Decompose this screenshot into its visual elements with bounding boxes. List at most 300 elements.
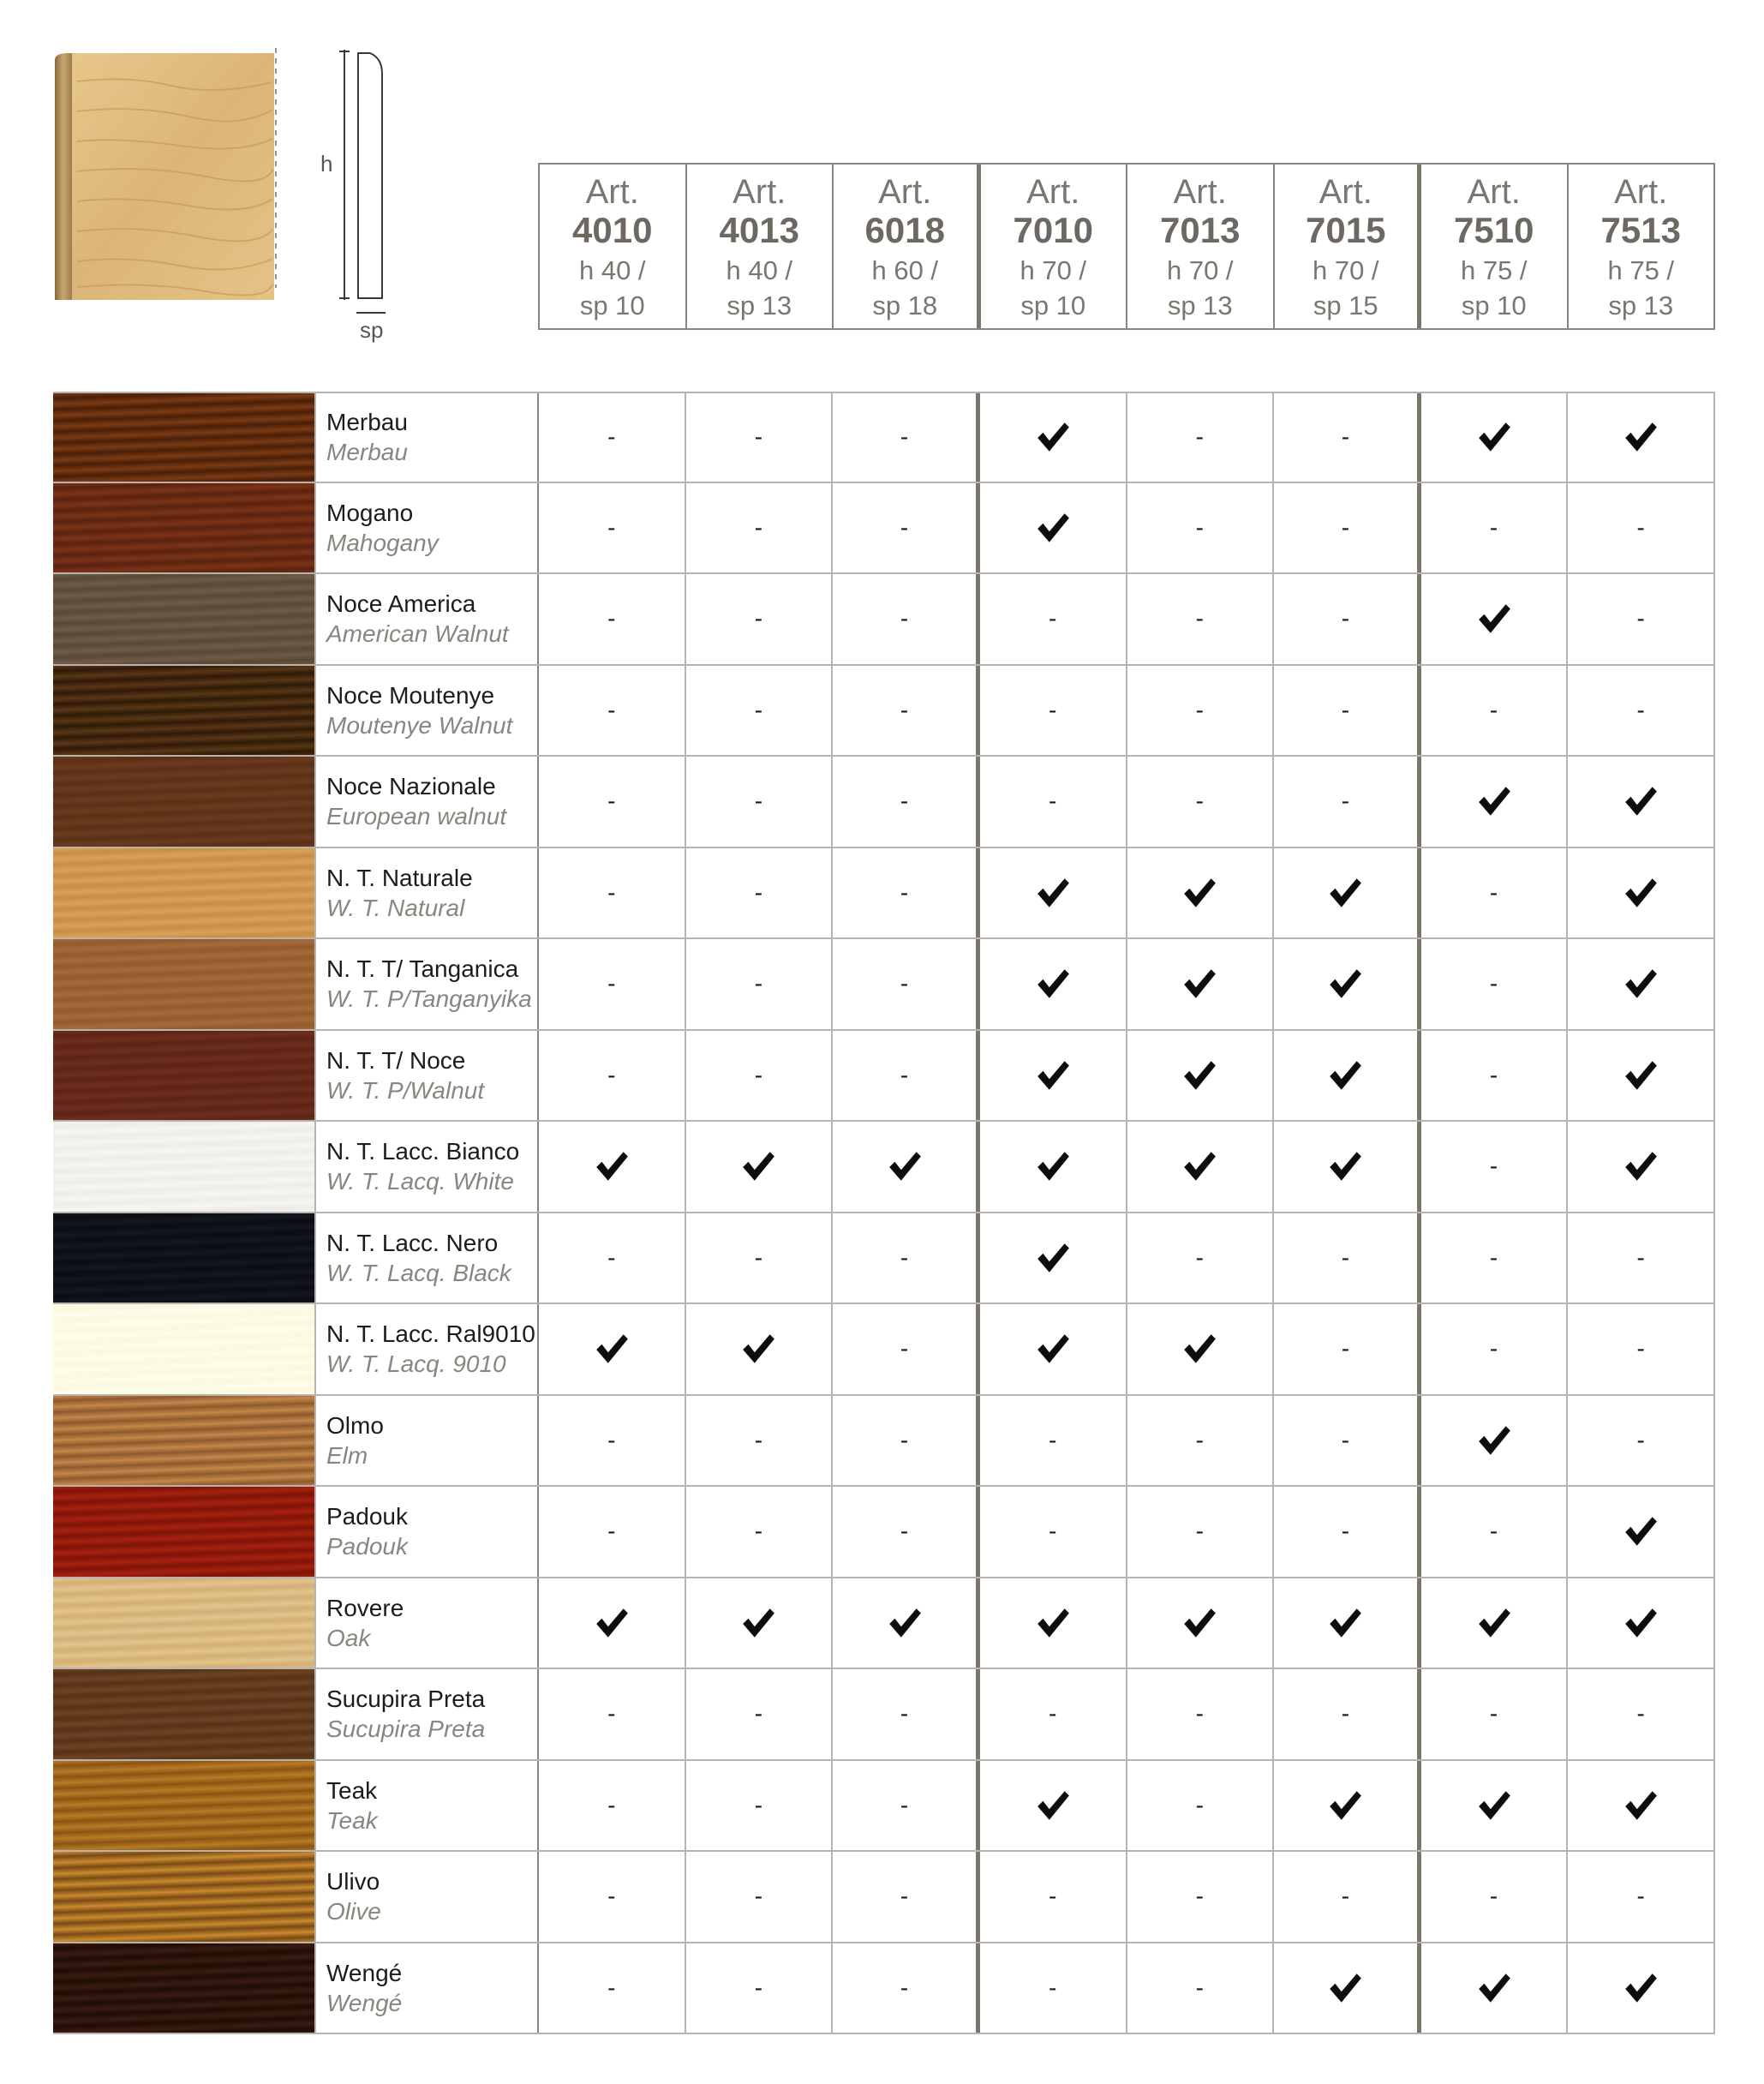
unavailable-dash: - bbox=[1049, 1883, 1057, 1910]
availability-cell bbox=[1568, 574, 1715, 664]
unavailable-dash: - bbox=[1195, 1518, 1204, 1545]
unavailable-dash: - bbox=[607, 1518, 616, 1545]
unavailable-dash: - bbox=[607, 1426, 616, 1453]
availability-cell bbox=[1127, 1943, 1275, 2033]
unavailable-dash: - bbox=[754, 513, 763, 541]
availability-cell bbox=[1568, 1304, 1715, 1394]
availability-cell bbox=[1568, 1943, 1715, 2033]
unavailable-dash: - bbox=[754, 696, 763, 723]
checkmark-icon bbox=[1476, 1605, 1512, 1641]
wood-swatch bbox=[53, 1943, 316, 2033]
checkmark-icon bbox=[1327, 1970, 1363, 2006]
article-h-label: h 40 / bbox=[726, 255, 793, 285]
availability-cell bbox=[686, 1669, 834, 1759]
skirting-board-illustration bbox=[0, 0, 531, 360]
availability-cell bbox=[1568, 1213, 1715, 1303]
unavailable-dash: - bbox=[900, 1973, 909, 2001]
table-row bbox=[53, 1943, 1715, 2035]
availability-cell bbox=[833, 1669, 980, 1759]
finish-name-english: W. T. P/Walnut bbox=[326, 1076, 485, 1104]
availability-cell bbox=[539, 1943, 686, 2033]
unavailable-dash: - bbox=[1489, 1700, 1498, 1728]
finish-name-english: Olive bbox=[326, 1898, 381, 1925]
availability-cell bbox=[833, 848, 980, 938]
availability-cell bbox=[1421, 1943, 1569, 2033]
availability-cell bbox=[833, 393, 980, 482]
article-art-label: Art. bbox=[878, 172, 932, 211]
availability-cell bbox=[980, 666, 1127, 756]
availability-cell bbox=[686, 1031, 834, 1121]
unavailable-dash: - bbox=[607, 1061, 616, 1088]
availability-cell bbox=[980, 1304, 1127, 1394]
unavailable-dash: - bbox=[607, 696, 616, 723]
article-art-label: Art. bbox=[585, 172, 639, 211]
article-sp-label: sp 10 bbox=[1461, 290, 1527, 320]
unavailable-dash: - bbox=[900, 1883, 909, 1910]
unavailable-dash: - bbox=[607, 423, 616, 451]
wood-swatch bbox=[53, 1396, 316, 1486]
unavailable-dash: - bbox=[1049, 1700, 1057, 1728]
checkmark-icon bbox=[1623, 1057, 1659, 1093]
availability-cell bbox=[1568, 757, 1715, 847]
article-code-label: 7010 bbox=[1013, 209, 1093, 250]
availability-cell bbox=[1421, 939, 1569, 1029]
finish-name bbox=[316, 1396, 539, 1486]
article-art-label: Art. bbox=[1173, 172, 1227, 211]
checkmark-icon bbox=[1623, 783, 1659, 819]
wood-swatch bbox=[53, 483, 316, 573]
availability-cell bbox=[833, 1943, 980, 2033]
finish-name-english: European walnut bbox=[326, 803, 507, 830]
availability-cell bbox=[1274, 848, 1421, 938]
availability-cell bbox=[980, 1031, 1127, 1121]
article-art-label: Art. bbox=[1026, 172, 1080, 211]
wood-swatch bbox=[53, 939, 316, 1029]
availability-cell bbox=[1421, 1578, 1569, 1668]
finish-name-english: W. T. Lacq. Black bbox=[326, 1259, 511, 1286]
finish-name bbox=[316, 1943, 539, 2033]
checkmark-icon bbox=[1476, 419, 1512, 455]
checkmark-icon bbox=[1181, 1331, 1217, 1367]
availability-cell bbox=[1568, 1396, 1715, 1486]
table-row bbox=[53, 574, 1715, 666]
unavailable-dash: - bbox=[900, 605, 909, 632]
availability-cell bbox=[1421, 574, 1569, 664]
unavailable-dash: - bbox=[1636, 1243, 1645, 1271]
finish-name bbox=[316, 1304, 539, 1394]
finish-name-italian: N. T. Lacc. Ral9010 bbox=[326, 1320, 535, 1348]
unavailable-dash: - bbox=[900, 423, 909, 451]
availability-cell bbox=[1421, 1852, 1569, 1942]
availability-cell bbox=[1568, 1669, 1715, 1759]
availability-cell bbox=[686, 939, 834, 1029]
finish-name bbox=[316, 393, 539, 482]
unavailable-dash: - bbox=[1636, 1883, 1645, 1910]
unavailable-dash: - bbox=[1195, 1243, 1204, 1271]
article-h-label: h 70 / bbox=[1166, 255, 1234, 285]
finish-name-italian: N. T. Lacc. Nero bbox=[326, 1229, 499, 1256]
availability-cell bbox=[833, 574, 980, 664]
unavailable-dash: - bbox=[900, 1518, 909, 1545]
availability-cell bbox=[980, 1943, 1127, 2033]
availability-cell bbox=[539, 1578, 686, 1668]
unavailable-dash: - bbox=[900, 1426, 909, 1453]
wood-swatch bbox=[53, 1578, 316, 1668]
availability-cell bbox=[833, 1396, 980, 1486]
availability-cell bbox=[1568, 1578, 1715, 1668]
availability-cell bbox=[686, 666, 834, 756]
checkmark-icon bbox=[1035, 419, 1071, 455]
unavailable-dash: - bbox=[1489, 1061, 1498, 1088]
wood-swatch bbox=[53, 1031, 316, 1121]
finish-name bbox=[316, 848, 539, 938]
unavailable-dash: - bbox=[1049, 696, 1057, 723]
checkmark-icon bbox=[1623, 419, 1659, 455]
availability-cell bbox=[1568, 393, 1715, 482]
wood-swatch bbox=[53, 1487, 316, 1577]
wood-swatch bbox=[53, 393, 316, 482]
unavailable-dash: - bbox=[1489, 1883, 1498, 1910]
checkmark-icon bbox=[1035, 1605, 1071, 1641]
unavailable-dash: - bbox=[1489, 1243, 1498, 1271]
unavailable-dash: - bbox=[1049, 605, 1057, 632]
availability-cell bbox=[980, 1669, 1127, 1759]
finish-name bbox=[316, 757, 539, 847]
checkmark-icon bbox=[740, 1605, 776, 1641]
availability-cell bbox=[539, 1213, 686, 1303]
finish-name-italian: Wengé bbox=[326, 1959, 403, 1986]
article-code-label: 7015 bbox=[1306, 209, 1386, 250]
finish-name bbox=[316, 666, 539, 756]
unavailable-dash: - bbox=[607, 878, 616, 906]
availability-cell bbox=[1127, 1852, 1275, 1942]
checkmark-icon bbox=[1181, 1605, 1217, 1641]
unavailable-dash: - bbox=[754, 1973, 763, 2001]
availability-cell bbox=[539, 393, 686, 482]
table-row bbox=[53, 666, 1715, 758]
unavailable-dash: - bbox=[1341, 1883, 1350, 1910]
finish-name-english: Padouk bbox=[326, 1533, 408, 1560]
table-row bbox=[53, 1761, 1715, 1853]
finish-name-english: Moutenye Walnut bbox=[326, 711, 513, 739]
availability-cell bbox=[1274, 1761, 1421, 1851]
unavailable-dash: - bbox=[900, 787, 909, 815]
unavailable-dash: - bbox=[754, 1883, 763, 1910]
availability-cell bbox=[686, 1943, 834, 2033]
table-row bbox=[53, 1304, 1715, 1396]
checkmark-icon bbox=[1327, 1788, 1363, 1824]
wood-swatch bbox=[53, 1669, 316, 1759]
checkmark-icon bbox=[1035, 1240, 1071, 1276]
unavailable-dash: - bbox=[1489, 1518, 1498, 1545]
unavailable-dash: - bbox=[607, 1883, 616, 1910]
availability-cell bbox=[539, 1669, 686, 1759]
availability-cell bbox=[686, 1761, 834, 1851]
availability-cell bbox=[686, 1852, 834, 1942]
checkmark-icon bbox=[1476, 601, 1512, 637]
finish-name-english: American Walnut bbox=[326, 620, 509, 648]
unavailable-dash: - bbox=[1341, 1243, 1350, 1271]
unavailable-dash: - bbox=[1195, 1883, 1204, 1910]
finish-name-english: Wengé bbox=[326, 1989, 403, 2016]
finish-name-italian: Mogano bbox=[326, 499, 414, 526]
unavailable-dash: - bbox=[900, 878, 909, 906]
availability-cell bbox=[1127, 1669, 1275, 1759]
availability-cell bbox=[1274, 939, 1421, 1029]
article-sp-label: sp 10 bbox=[1020, 290, 1086, 320]
unavailable-dash: - bbox=[1636, 1700, 1645, 1728]
unavailable-dash: - bbox=[1341, 605, 1350, 632]
availability-cell bbox=[980, 1852, 1127, 1942]
table-row bbox=[53, 1487, 1715, 1578]
finish-availability-table bbox=[53, 392, 1715, 2034]
checkmark-icon bbox=[1035, 1788, 1071, 1824]
availability-cell bbox=[539, 1487, 686, 1577]
wood-swatch bbox=[53, 574, 316, 664]
checkmark-icon bbox=[1623, 875, 1659, 911]
availability-cell bbox=[1274, 1578, 1421, 1668]
unavailable-dash: - bbox=[900, 1700, 909, 1728]
unavailable-dash: - bbox=[1636, 696, 1645, 723]
unavailable-dash: - bbox=[1341, 1518, 1350, 1545]
availability-cell bbox=[1421, 757, 1569, 847]
wood-swatch bbox=[53, 848, 316, 938]
availability-cell bbox=[1274, 1396, 1421, 1486]
availability-cell bbox=[980, 1213, 1127, 1303]
availability-cell bbox=[1127, 1122, 1275, 1212]
article-header-4013 bbox=[687, 165, 834, 328]
table-row bbox=[53, 1852, 1715, 1943]
article-header-7510 bbox=[1421, 165, 1569, 328]
availability-cell bbox=[1568, 483, 1715, 573]
finish-name-italian: Ulivo bbox=[326, 1868, 380, 1895]
availability-cell bbox=[1274, 1943, 1421, 2033]
unavailable-dash: - bbox=[754, 1700, 763, 1728]
checkmark-icon bbox=[887, 1605, 923, 1641]
availability-cell bbox=[980, 1122, 1127, 1212]
unavailable-dash: - bbox=[1195, 605, 1204, 632]
article-code-label: 6018 bbox=[864, 209, 945, 250]
wood-swatch bbox=[53, 757, 316, 847]
finish-name bbox=[316, 939, 539, 1029]
unavailable-dash: - bbox=[754, 1061, 763, 1088]
availability-cell bbox=[539, 666, 686, 756]
availability-cell bbox=[686, 574, 834, 664]
availability-cell bbox=[686, 1487, 834, 1577]
availability-cell bbox=[980, 939, 1127, 1029]
availability-cell bbox=[1421, 848, 1569, 938]
table-row bbox=[53, 1031, 1715, 1123]
availability-cell bbox=[686, 1304, 834, 1394]
unavailable-dash: - bbox=[1636, 605, 1645, 632]
cross-section-diagram bbox=[339, 50, 386, 313]
finish-name-italian: Rovere bbox=[326, 1594, 404, 1621]
unavailable-dash: - bbox=[900, 513, 909, 541]
availability-cell bbox=[833, 666, 980, 756]
availability-cell bbox=[1421, 1396, 1569, 1486]
finish-name bbox=[316, 1122, 539, 1212]
finish-name bbox=[316, 1578, 539, 1668]
availability-cell bbox=[539, 1852, 686, 1942]
article-code-label: 4013 bbox=[719, 209, 799, 250]
availability-cell bbox=[1274, 1031, 1421, 1121]
checkmark-icon bbox=[1181, 1148, 1217, 1184]
availability-cell bbox=[980, 757, 1127, 847]
availability-cell bbox=[1274, 666, 1421, 756]
availability-cell bbox=[1421, 1031, 1569, 1121]
article-code-label: 7013 bbox=[1160, 209, 1241, 250]
availability-cell bbox=[539, 848, 686, 938]
availability-cell bbox=[539, 1122, 686, 1212]
availability-cell bbox=[686, 757, 834, 847]
unavailable-dash: - bbox=[1341, 696, 1350, 723]
finish-name-english: Sucupira Preta bbox=[326, 1716, 486, 1743]
unavailable-dash: - bbox=[754, 1791, 763, 1818]
finish-name-italian: Noce America bbox=[326, 590, 476, 618]
finish-name bbox=[316, 483, 539, 573]
finish-name-english: W. T. Natural bbox=[326, 894, 465, 921]
checkmark-icon bbox=[1476, 783, 1512, 819]
availability-cell bbox=[980, 1761, 1127, 1851]
checkmark-icon bbox=[594, 1605, 630, 1641]
availability-cell bbox=[1274, 1122, 1421, 1212]
availability-cell bbox=[686, 393, 834, 482]
availability-cell bbox=[686, 848, 834, 938]
article-sp-label: sp 13 bbox=[727, 290, 792, 320]
checkmark-icon bbox=[1035, 510, 1071, 546]
availability-cell bbox=[980, 483, 1127, 573]
height-label: h bbox=[320, 151, 333, 177]
article-header-row bbox=[538, 163, 1715, 330]
article-header-6018 bbox=[834, 165, 981, 328]
unavailable-dash: - bbox=[1049, 1426, 1057, 1453]
checkmark-icon bbox=[1623, 1513, 1659, 1549]
unavailable-dash: - bbox=[1049, 1518, 1057, 1545]
availability-cell bbox=[1274, 393, 1421, 482]
availability-cell bbox=[1127, 1396, 1275, 1486]
availability-cell bbox=[1274, 483, 1421, 573]
checkmark-icon bbox=[1476, 1788, 1512, 1824]
unavailable-dash: - bbox=[1195, 423, 1204, 451]
wood-swatch bbox=[53, 1213, 316, 1303]
article-sp-label: sp 18 bbox=[872, 290, 938, 320]
unavailable-dash: - bbox=[1195, 696, 1204, 723]
availability-cell bbox=[686, 1213, 834, 1303]
unavailable-dash: - bbox=[1636, 513, 1645, 541]
checkmark-icon bbox=[1327, 966, 1363, 1002]
checkmark-icon bbox=[1623, 1148, 1659, 1184]
table-row bbox=[53, 1396, 1715, 1488]
table-row bbox=[53, 1122, 1715, 1213]
unavailable-dash: - bbox=[754, 1518, 763, 1545]
availability-cell bbox=[1421, 1487, 1569, 1577]
checkmark-icon bbox=[1181, 875, 1217, 911]
article-header-7015 bbox=[1275, 165, 1422, 328]
availability-cell bbox=[1421, 1122, 1569, 1212]
checkmark-icon bbox=[1035, 1331, 1071, 1367]
thickness-label: sp bbox=[360, 317, 384, 343]
table-row bbox=[53, 1213, 1715, 1305]
article-h-label: h 75 / bbox=[1460, 255, 1528, 285]
availability-cell bbox=[1421, 483, 1569, 573]
finish-name-italian: N. T. Naturale bbox=[326, 864, 473, 891]
availability-cell bbox=[833, 1031, 980, 1121]
availability-cell bbox=[833, 757, 980, 847]
checkmark-icon bbox=[1623, 1788, 1659, 1824]
finish-name-italian: Olmo bbox=[326, 1411, 384, 1439]
availability-cell bbox=[1127, 1213, 1275, 1303]
unavailable-dash: - bbox=[754, 878, 763, 906]
unavailable-dash: - bbox=[900, 1061, 909, 1088]
availability-cell bbox=[1421, 1304, 1569, 1394]
finish-name bbox=[316, 1487, 539, 1577]
finish-name-italian: Noce Nazionale bbox=[326, 773, 496, 800]
unavailable-dash: - bbox=[1341, 423, 1350, 451]
finish-name-english: W. T. Lacq. White bbox=[326, 1168, 514, 1195]
unavailable-dash: - bbox=[1636, 1335, 1645, 1362]
availability-cell bbox=[980, 574, 1127, 664]
article-h-label: h 70 / bbox=[1312, 255, 1379, 285]
checkmark-icon bbox=[594, 1148, 630, 1184]
article-art-label: Art. bbox=[733, 172, 786, 211]
availability-cell bbox=[1127, 757, 1275, 847]
availability-cell bbox=[1127, 393, 1275, 482]
unavailable-dash: - bbox=[754, 423, 763, 451]
finish-name-italian: N. T. T/ Tanganica bbox=[326, 955, 519, 983]
unavailable-dash: - bbox=[1341, 1335, 1350, 1362]
article-h-label: h 60 / bbox=[871, 255, 939, 285]
availability-cell bbox=[539, 574, 686, 664]
availability-cell bbox=[1274, 1487, 1421, 1577]
finish-name-italian: N. T. Lacc. Bianco bbox=[326, 1138, 520, 1165]
finish-name bbox=[316, 1761, 539, 1851]
article-art-label: Art. bbox=[1319, 172, 1372, 211]
unavailable-dash: - bbox=[607, 513, 616, 541]
table-row bbox=[53, 848, 1715, 940]
unavailable-dash: - bbox=[1489, 970, 1498, 997]
article-sp-label: sp 13 bbox=[1167, 290, 1233, 320]
checkmark-icon bbox=[1476, 1422, 1512, 1458]
availability-cell bbox=[833, 939, 980, 1029]
checkmark-icon bbox=[1181, 966, 1217, 1002]
availability-cell bbox=[1568, 666, 1715, 756]
checkmark-icon bbox=[1623, 1970, 1659, 2006]
finish-name-italian: Sucupira Preta bbox=[326, 1686, 486, 1713]
availability-cell bbox=[833, 1852, 980, 1942]
unavailable-dash: - bbox=[1341, 513, 1350, 541]
article-code-label: 7513 bbox=[1600, 209, 1681, 250]
finish-name-italian: Teak bbox=[326, 1776, 378, 1804]
availability-cell bbox=[539, 1304, 686, 1394]
wood-swatch bbox=[53, 1122, 316, 1212]
unavailable-dash: - bbox=[1195, 787, 1204, 815]
availability-cell bbox=[686, 1122, 834, 1212]
unavailable-dash: - bbox=[1489, 696, 1498, 723]
availability-cell bbox=[1421, 1213, 1569, 1303]
availability-cell bbox=[1274, 757, 1421, 847]
wood-swatch bbox=[53, 1304, 316, 1394]
article-art-label: Art. bbox=[1614, 172, 1668, 211]
availability-cell bbox=[539, 757, 686, 847]
unavailable-dash: - bbox=[1195, 1791, 1204, 1818]
availability-cell bbox=[833, 1304, 980, 1394]
unavailable-dash: - bbox=[607, 970, 616, 997]
table-row bbox=[53, 757, 1715, 848]
unavailable-dash: - bbox=[754, 1426, 763, 1453]
checkmark-icon bbox=[1035, 1057, 1071, 1093]
unavailable-dash: - bbox=[1636, 1426, 1645, 1453]
unavailable-dash: - bbox=[900, 1791, 909, 1818]
